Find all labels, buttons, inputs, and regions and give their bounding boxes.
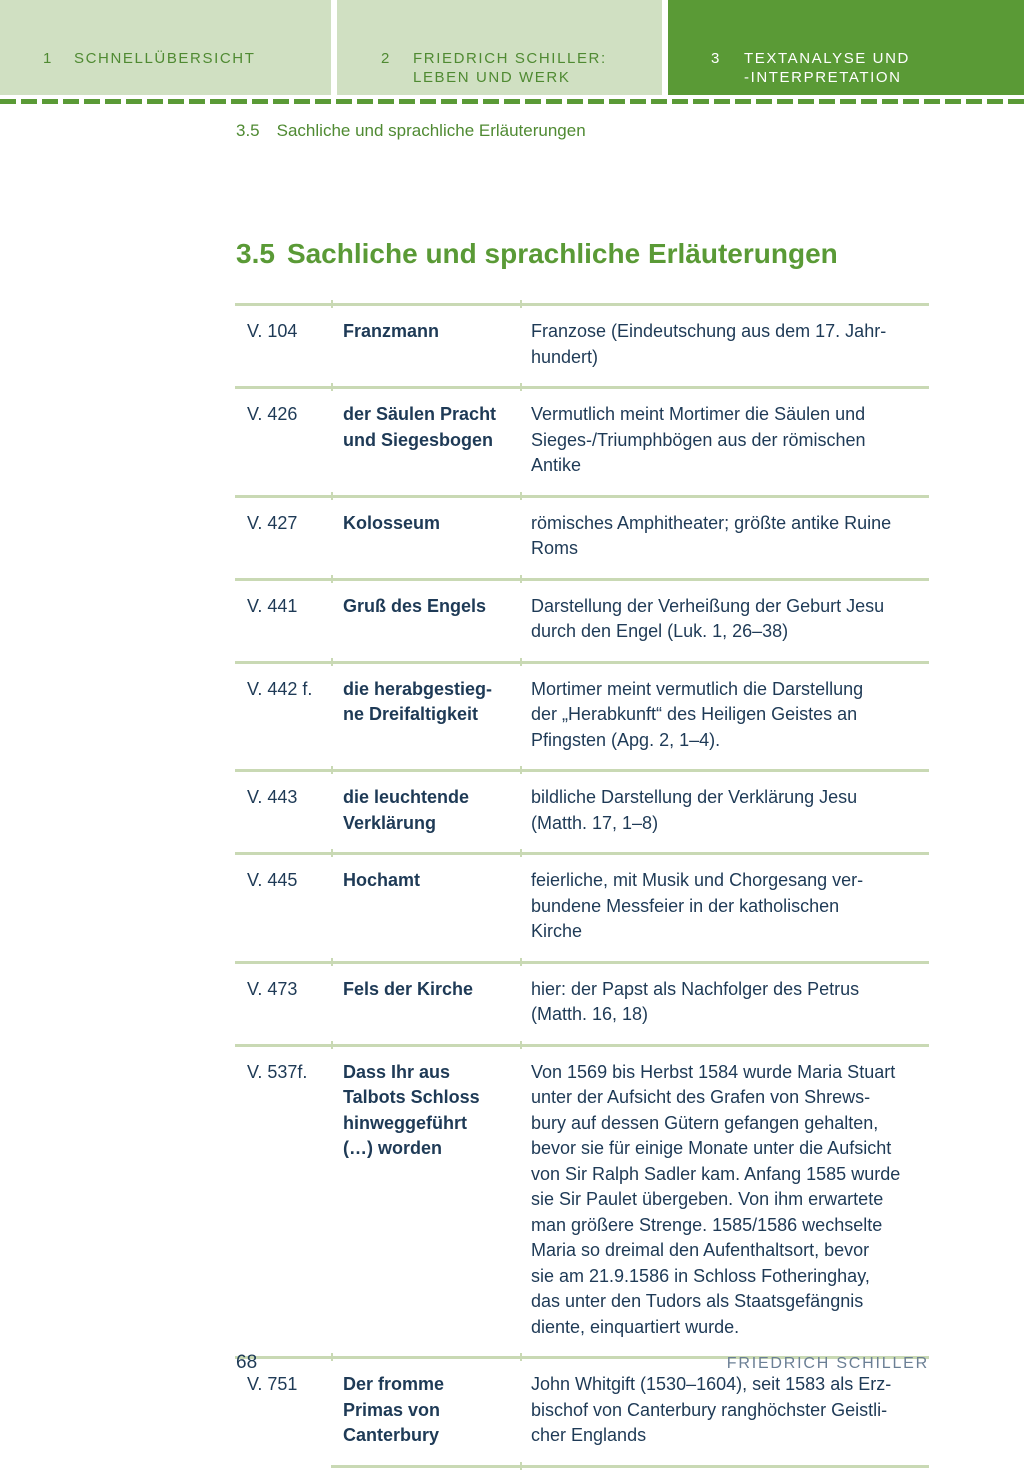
tab-label-line: LEBEN UND WERK (413, 69, 571, 86)
explanation-line: Roms (531, 538, 579, 558)
term-line: Verklärung (343, 812, 437, 833)
explanation-line: bundene Messfeier in der katholischen (531, 895, 840, 916)
tab-label-line: -INTERPRETATION (744, 69, 902, 86)
verse-reference: V. 445 (247, 870, 298, 890)
tab-friedrich-schiller[interactable] (337, 0, 662, 95)
term-line: hinweggeführt (343, 1112, 467, 1133)
explanation-line: (Matth. 16, 18) (531, 1004, 649, 1024)
explanation-line: Franzose (Eindeutschung aus dem 17. Jahr- (531, 321, 887, 341)
table-row (235, 1044, 929, 1357)
term-line: Hochamt (343, 870, 421, 890)
tab-textanalyse[interactable] (668, 0, 1024, 95)
explanation (531, 677, 929, 754)
dashed-divider (0, 99, 1024, 104)
verse-reference: V. 443 (247, 787, 298, 807)
explanation-line: Darstellung der Verheißung der Geburt Jesu (531, 595, 885, 616)
section-title: Sachliche und sprachliche Erläuterungen (286, 238, 838, 269)
table-row (235, 578, 929, 661)
verse-reference: V. 442 f. (247, 678, 313, 699)
table-row (235, 303, 929, 386)
verse-reference: V. 104 (247, 321, 298, 341)
tab-number: 1 (43, 50, 53, 67)
term-line: der Säulen Pracht (343, 404, 497, 424)
explanation-line: von Sir Ralph Sadler kam. Anfang 1585 wurde (531, 1163, 901, 1184)
table-row (235, 495, 929, 578)
explanation (531, 402, 929, 479)
term-line: Gruß des Engels (343, 595, 487, 616)
explanation-line: das unter den Tudors als Staatsgefängnis (531, 1291, 864, 1311)
explanation-line: John Whitgift (1530–1604), seit 1583 als Erz- (531, 1374, 892, 1394)
running-header (236, 121, 586, 141)
explanation-line: feierliche, mit Musik und Chorgesang ver- (531, 870, 864, 890)
explanation-line: sie am 21.9.1586 in Schloss Fotheringhay, (531, 1265, 870, 1286)
verse-reference: V. 473 (247, 978, 298, 999)
term-line: ne Dreifaltigkeit (343, 704, 479, 724)
term-line: Primas von (343, 1399, 441, 1420)
running-section-number: 3.5 (236, 121, 260, 140)
explanation (531, 785, 929, 836)
explanation (531, 594, 929, 645)
tab-label-line: SCHNELLÜBERSICHT (74, 50, 256, 67)
explanation (531, 319, 929, 370)
explanation-line: Sieges-/Triumphbögen aus der römischen (531, 429, 866, 450)
explanation-line: der „Herabkunft“ des Heiligen Geistes an (531, 704, 858, 724)
explanation-line: (Matth. 17, 1–8) (531, 812, 659, 833)
term (343, 511, 518, 537)
tab-number: 2 (381, 50, 391, 67)
explanation (531, 511, 929, 562)
term (343, 977, 518, 1003)
explanation-line: Maria so dreimal den Aufenthaltsort, bevor (531, 1240, 870, 1260)
table-row (235, 386, 929, 495)
explanation-line: Vermutlich meint Mortimer die Säulen und (531, 404, 866, 424)
table-row (235, 769, 929, 852)
tab-label (74, 49, 255, 68)
explanation-line: Antike (531, 455, 582, 475)
explanation (531, 868, 929, 945)
term (343, 319, 518, 345)
explanation-line: Von 1569 bis Herbst 1584 wurde Maria Stuart (531, 1061, 896, 1082)
footer-title: FRIEDRICH SCHILLER (726, 1355, 929, 1372)
explanation-line: man größere Strenge. 1585/1586 wechselte (531, 1214, 883, 1235)
explanation (531, 1060, 929, 1341)
term-line: (…) worden (343, 1138, 442, 1158)
term-line: Der fromme (343, 1374, 445, 1394)
term (343, 1372, 518, 1449)
tab-schnelluebersicht[interactable] (0, 0, 331, 95)
term (343, 1060, 518, 1162)
term-line: Kolosseum (343, 512, 441, 533)
explanation (531, 977, 929, 1028)
section-number: 3.5 (236, 238, 275, 269)
table-row (235, 852, 929, 961)
explanation-line: sie Sir Paulet übergeben. Von ihm erwartete (531, 1189, 884, 1209)
explanation-line: römisches Amphitheater; größte antike Ruine (531, 512, 892, 533)
verse-reference: V. 427 (247, 512, 298, 533)
term-line: die leuchtende (343, 787, 470, 807)
term-line: Canterbury (343, 1425, 440, 1445)
explanation (531, 1372, 929, 1449)
term-line: Talbots Schloss (343, 1087, 480, 1107)
verse-reference: V. 441 (247, 595, 298, 616)
tab-label (413, 49, 607, 87)
explanation-line: hier: der Papst als Nachfolger des Petrus (531, 978, 860, 999)
verse-reference: V. 751 (247, 1374, 298, 1394)
tab-number: 3 (711, 50, 721, 67)
term (343, 868, 518, 894)
term (343, 402, 518, 453)
tab-label-line: TEXTANALYSE UND (744, 50, 910, 67)
term-line: Dass Ihr aus (343, 1061, 451, 1082)
term (343, 677, 518, 728)
term-line: Fels der Kirche (343, 978, 474, 999)
term-line: und Siegesbogen (343, 429, 494, 450)
section-heading (236, 238, 838, 270)
tab-label (744, 49, 910, 87)
explanation-line: bildliche Darstellung der Verklärung Jesu (531, 787, 858, 807)
table-row (235, 961, 929, 1044)
term (343, 785, 518, 836)
table-row (235, 661, 929, 770)
explanation-line: durch den Engel (Luk. 1, 26–38) (531, 621, 789, 641)
tab-label-line: FRIEDRICH SCHILLER: (413, 50, 607, 67)
term-line: Franzmann (343, 321, 440, 341)
glossary-table (235, 303, 929, 1468)
page-number: 68 (236, 1352, 258, 1373)
verse-reference: V. 426 (247, 404, 298, 424)
explanation-line: bury auf dessen Gütern gefangen gehalten, (531, 1112, 879, 1133)
explanation-line: Kirche (531, 921, 583, 941)
explanation-line: bevor sie für einige Monate unter die Aufsicht (531, 1138, 892, 1158)
explanation-line: unter der Aufsicht des Grafen von Shrews- (531, 1087, 871, 1107)
explanation-line: Mortimer meint vermutlich die Darstellung (531, 678, 864, 699)
explanation-line: bischof von Canterbury ranghöchster Geistli- (531, 1399, 888, 1420)
explanation-line: hundert) (531, 346, 599, 367)
explanation-line: cher Englands (531, 1425, 647, 1445)
running-section-title: Sachliche und sprachliche Erläuterungen (276, 121, 586, 140)
table-bottom-rule (331, 1465, 929, 1468)
term-line: die herabgestieg- (343, 678, 493, 699)
term (343, 594, 518, 620)
explanation-line: diente, einquartiert wurde. (531, 1316, 740, 1337)
explanation-line: Pfingsten (Apg. 2, 1–4). (531, 729, 721, 750)
verse-reference: V. 537f. (247, 1061, 308, 1082)
